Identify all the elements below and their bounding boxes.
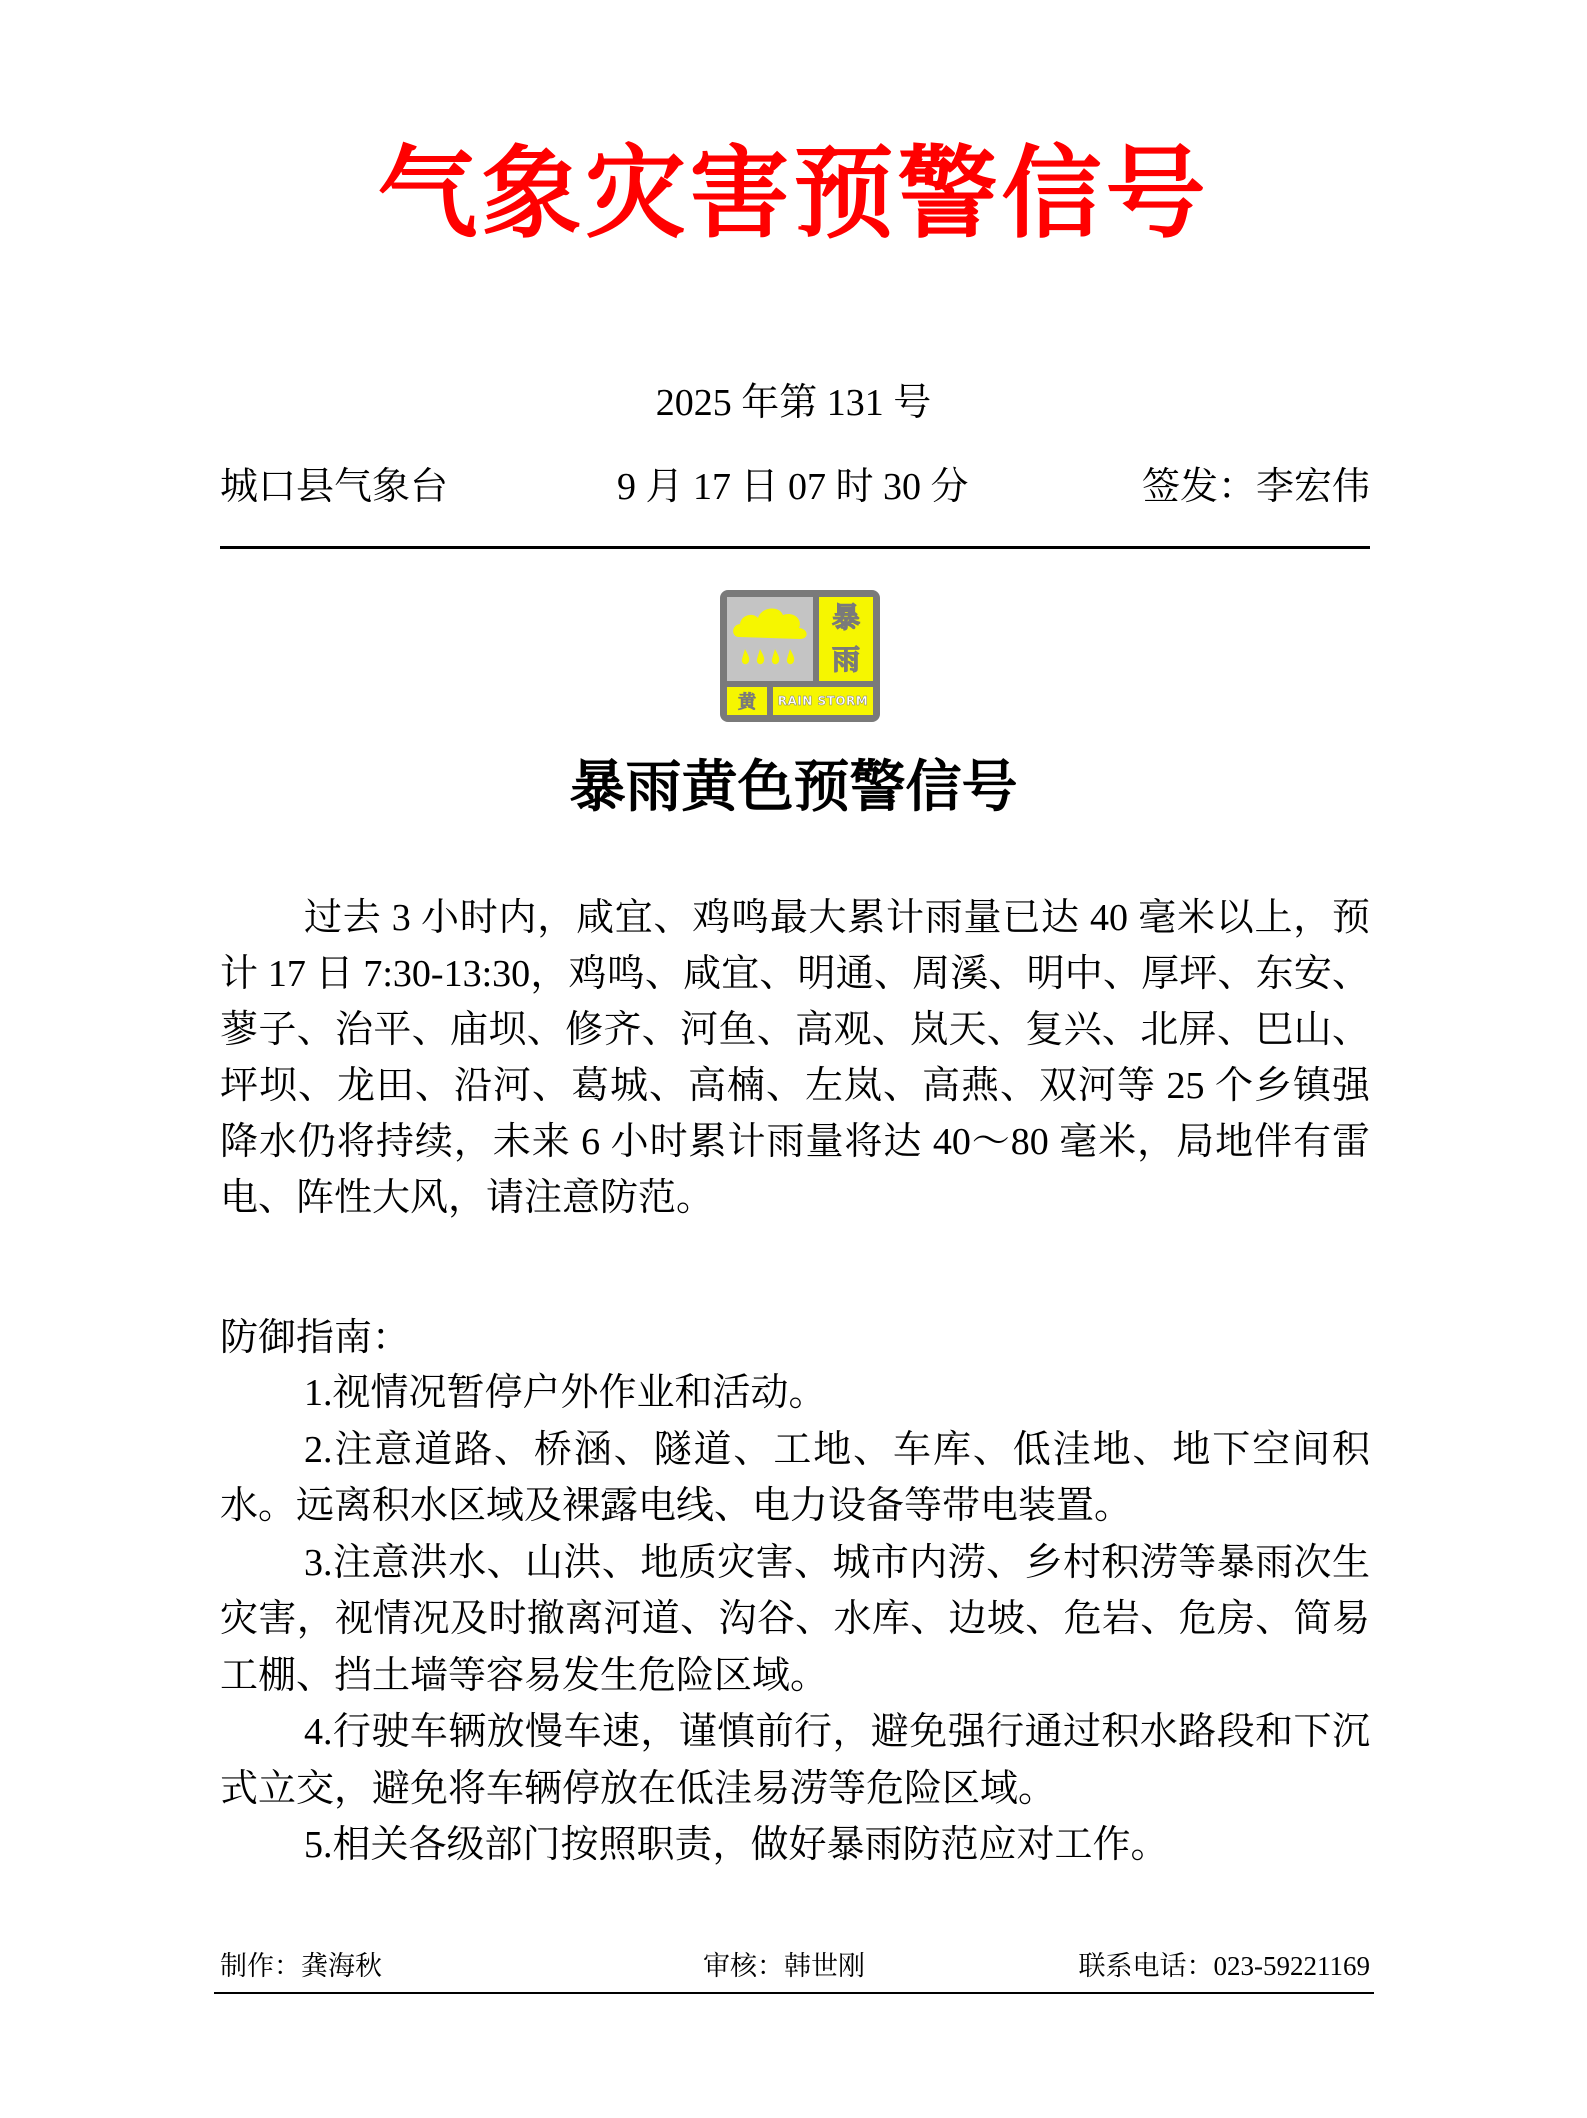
signal-label-text: RAIN STORM: [777, 694, 869, 708]
signal-label-panel: [773, 687, 873, 715]
cloud-rain-icon: [727, 597, 813, 681]
signal-char-bottom: 雨: [831, 643, 860, 676]
signal-level-char: 黄: [738, 692, 756, 713]
issuing-organization: 城口县气象台: [220, 466, 449, 508]
footer-reviewer: 审核：韩世刚: [703, 1951, 865, 1981]
guide-item: 3.注意洪水、山洪、地质灾害、城市内涝、乡村积涝等暴雨次生灾害，视情况及时撤离河道、沟谷、水库、边坡、危岩、危房、简易工棚、挡土墙等容易发生危险区域。: [220, 1541, 1370, 1697]
guide-heading: 防御指南：: [220, 1317, 411, 1359]
guide-item: 5.相关各级部门按照职责，做好暴雨防范应对工作。: [304, 1824, 1169, 1866]
footer-contact: 联系电话：023-59221169: [1078, 1951, 1370, 1981]
guide-item: 2.注意道路、桥涵、隧道、工地、车库、低洼地、地下空间积水。远离积水区域及裸露电线、电力设备等带电装置。: [220, 1428, 1370, 1527]
header-meta-row: [220, 462, 1370, 512]
signal-title: 暴雨黄色预警信号: [569, 754, 1018, 820]
issue-number: 2025 年第 131 号: [655, 382, 932, 424]
signal-char-top: 暴: [831, 601, 860, 634]
cloud-icon: [727, 597, 813, 681]
rainstorm-yellow-signal-icon: [720, 590, 880, 722]
signer: 签发：李宏伟: [1141, 466, 1370, 508]
guide-list: [220, 1365, 1370, 1874]
footer-divider: [214, 1992, 1374, 1994]
footer-maker: 制作：龚海秋: [220, 1951, 382, 1981]
header-divider: [220, 546, 1370, 549]
footer-row: [220, 1948, 1370, 1984]
warning-paragraph: 过去 3 小时内，咸宜、鸡鸣最大累计雨量已达 40 毫米以上，预计 17 日 7:30-13:30，鸡鸣、咸宜、明通、周溪、明中、厚坪、东安、蓼子、治平、庙坝、修齐、河鱼、高观、岚天、复兴、北屏、巴山、坪坝、龙田、沿河、葛城、高楠、左岚、高燕、双河等 25 个乡镇强降水仍将持续，未来 6 小时累计雨量将达 40～80 毫米，局地伴有雷电、阵性大风，请注意防范。: [220, 897, 1370, 1219]
issue-time: 9 月 17 日 07 时 30 分: [617, 466, 969, 508]
guide-item: 4.行驶车辆放慢车速，谨慎前行，避免强行通过积水路段和下沉式立交，避免将车辆停放在低洼易涝等危险区域。: [220, 1711, 1370, 1810]
signal-level-panel: [727, 687, 767, 715]
signal-type-panel: [819, 597, 873, 681]
guide-item: 1.视情况暂停户外作业和活动。: [304, 1372, 827, 1414]
document-title: 气象灾害预警信号: [377, 134, 1210, 252]
